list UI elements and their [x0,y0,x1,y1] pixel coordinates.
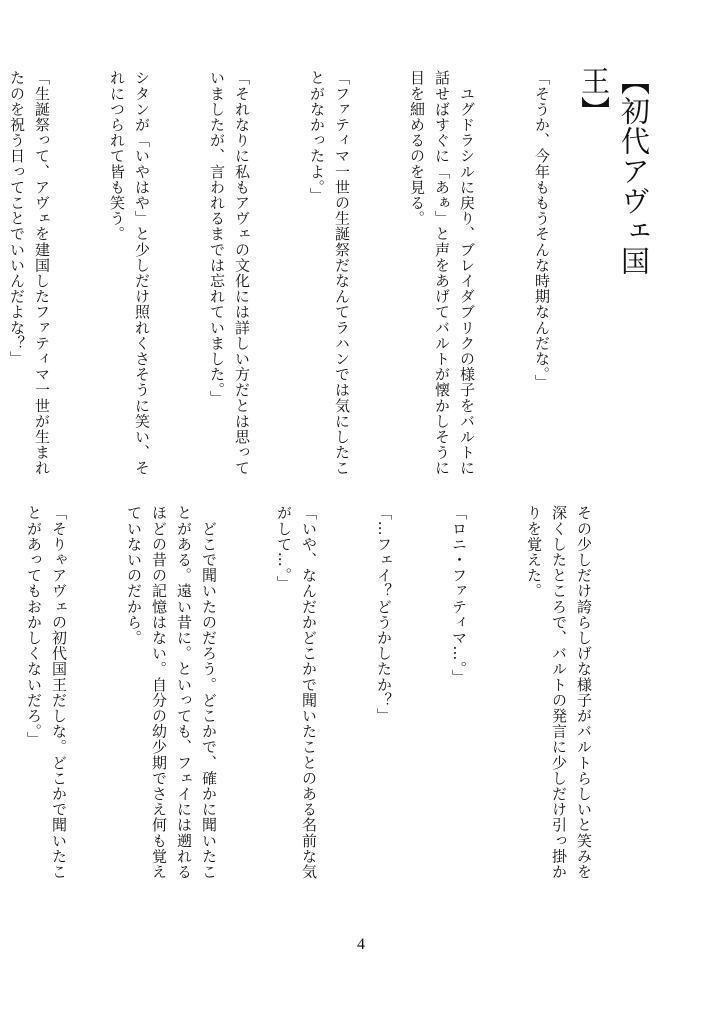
page-number: 4 [357,936,365,953]
paragraph: シタンが「いやはや」と少しだけ照れくさそうに笑い、それにつられて皆も笑う。 [108,70,151,476]
paragraph: 「そりゃアヴェの初代国王だしな。どこかで聞いたことがあってもおかしくないだろ。」 [25,505,68,880]
paragraph: 「生誕祭って、アヴェを建国したファティマ一世が生まれたのを祝う日ってことでいいんだよな？」 [8,70,51,476]
paragraph: 「ファティマ一世の生誕祭だなんてラハンでは気にしたことがなかったよ。」 [308,70,351,476]
paragraph: 「ロニ・ファティマ…。」 [450,505,468,685]
paragraph: ユグドラシルに戻り、ブレイダブリクの様子をバルトに話せばすぐに「あぁ」と声をあげてバルトが懐かしそうに目を細めるのを見る。 [408,70,476,476]
paragraph: 「…フェイ？どうかしたか？」 [375,505,393,724]
paragraph: 「そうか、今年ももうそんな時期なんだな。」 [533,70,551,391]
chapter-title: 【初代アヴェ国王】 [577,66,651,276]
lower-text-block [25,505,646,883]
paragraph: その少しだけ誇らしげな様子がバルトらしいと笑みを深くしたところで、バルトの発言に少しだけ引っ掛かりを覚えた。 [525,505,593,880]
paragraph: どこで聞いたのだろう。どこかで、確かに聞いたことがある。遠い昔に。といっても、フェイには遡れるほどの昔の記憶はない。自分の幼少期でさえ何も覚えていないのだから。 [125,505,218,880]
paragraph: 「いや、なんだかどこかで聞いたことのある名前な気がして…。」 [275,505,318,880]
paragraph: 「それなりに私もアヴェの文化には詳しい方だとは思っていましたが、言われるまでは忘れていました。」 [208,70,251,476]
upper-text-block [8,70,604,480]
